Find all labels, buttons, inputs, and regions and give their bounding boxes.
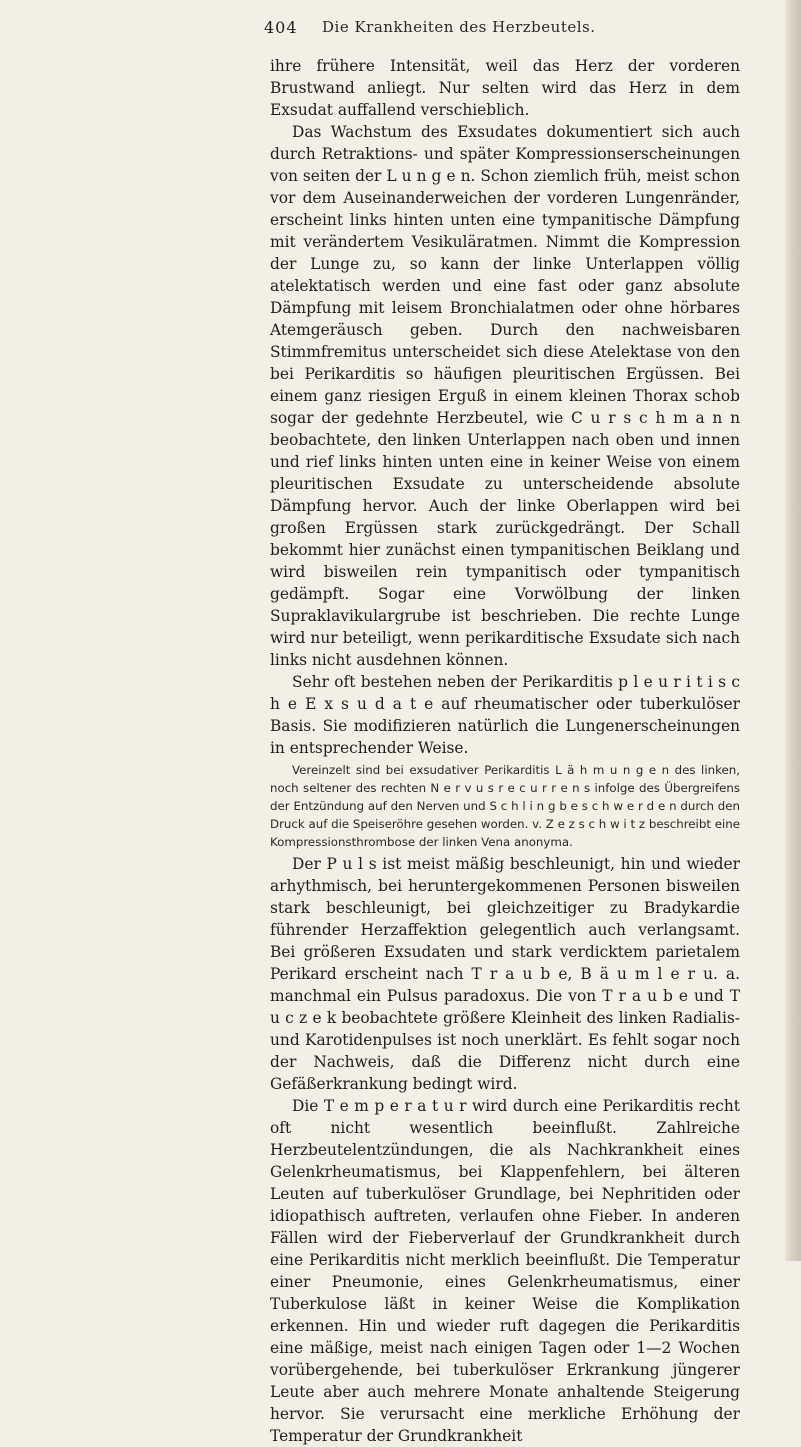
- page-edge: [785, 0, 801, 1261]
- paragraph: ihre frühere Intensität, weil das Herz der vorderen Brustwand anliegt. Nur selten wird das Herz in dem Exsudat auffallend verschieblich.: [270, 57, 740, 119]
- page-number: 404: [264, 18, 298, 37]
- small-print-paragraph: Vereinzelt sind bei exsudativer Perikarditis L ä h m u n g e n des linken, noch seltener des rechten N e r v u s r e c u r r e n s infolge des Übergreifens der Entzündung auf den Nerven und S c h l i n g b e s c h w e r d e n durch den Druck auf die Speiseröhre gesehen worden. v. Z e z s c h w i t z beschreibt eine Kompressionsthrombose der linken Vena anonyma.: [270, 763, 740, 849]
- body-text: [270, 55, 740, 1447]
- paragraph: Sehr oft bestehen neben der Perikarditis p l e u r i t i s c h e E x s u d a t e auf rheumatischer oder tuberkulöser Basis. Sie modifizieren natürlich die Lungenerscheinungen in entsprechender Weise.: [270, 673, 740, 757]
- paragraph: Die T e m p e r a t u r wird durch eine Perikarditis recht oft nicht wesentlich beeinflußt. Zahlreiche Herzbeutelentzündungen, die als Nachkrankheit eines Gelenkrheumatismus, bei Klappenfehlern, bei älteren Leuten auf tuberkulöser Grundlage, bei Nephritiden oder idiopathisch auftreten, verlaufen ohne Fieber. In anderen Fällen wird der Fieberverlauf der Grundkrankheit durch eine Perikarditis nicht merklich beeinflußt. Die Temperatur einer Pneumonie, eines Gelenkrheumatismus, einer Tuberkulose läßt in keiner Weise die Komplikation erkennen. Hin und wieder ruft dagegen die Perikarditis eine mäßige, meist nach einigen Tagen oder 1—2 Wochen vorübergehende, bei tuberkulöser Erkrankung jüngerer Leute aber auch mehrere Monate anhaltende Steigerung hervor. Sie verursacht eine merkliche Erhöhung der Temperatur der Grundkrankheit: [270, 1097, 740, 1445]
- paragraph: Das Wachstum des Exsudates dokumentiert sich auch durch Retraktions- und später Kompressionserscheinungen von seiten der L u n g e n. Schon ziemlich früh, meist schon vor dem Auseinanderweichen der vorderen Lungenränder, erscheint links hinten unten eine tympanitische Dämpfung mit verändertem Vesikuläratmen. Nimmt die Kompression der Lunge zu, so kann der linke Unterlappen völlig atelektatisch werden und eine fast oder ganz absolute Dämpfung mit leisem Bronchialatmen oder ohne hörbares Atemgeräusch geben. Durch den nachweisbaren Stimmfremitus unterscheidet sich diese Atelektase von den bei Perikarditis so häufigen pleuritischen Ergüssen. Bei einem ganz riesigen Erguß in einem kleinen Thorax schob sogar der gedehnte Herzbeutel, wie C u r s c h m a n n beobachtete, den linken Unterlappen nach oben und innen und rief links hinten unten eine in keiner Weise von einem pleuritischen Exsudate zu unterscheidende absolute Dämpfung hervor. Auch der linke Oberlappen wird bei großen Ergüssen stark zurückgedrängt. Der Schall bekommt hier zunächst einen tympanitischen Beiklang und wird bisweilen rein tympanitisch oder tympanitisch gedämpft. Sogar eine Vorwölbung der linken Supraklavikulargrube ist beschrieben. Die rechte Lunge wird nur beteiligt, wenn perikarditische Exsudate sich nach links nicht ausdehnen können.: [270, 123, 740, 669]
- page-header: [264, 18, 734, 44]
- paragraph: Der P u l s ist meist mäßig beschleunigt, hin und wieder arhythmisch, bei heruntergekommenen Personen bisweilen stark beschleunigt, bei gleichzeitiger zu Bradykardie führender Herzaffektion gelegentlich auch verlangsamt. Bei größeren Exsudaten und stark verdicktem parietalem Perikard erscheint nach T r a u b e, B ä u m l e r u. a. manchmal ein Pulsus paradoxus. Die von T r a u b e und T u c z e k beobachtete größere Kleinheit des linken Radialis- und Karotidenpulses ist noch unerklärt. Es fehlt sogar noch der Nachweis, daß die Differenz nicht durch eine Gefäßerkrankung bedingt wird.: [270, 855, 740, 1093]
- running-title: Die Krankheiten des Herzbeutels.: [322, 18, 596, 36]
